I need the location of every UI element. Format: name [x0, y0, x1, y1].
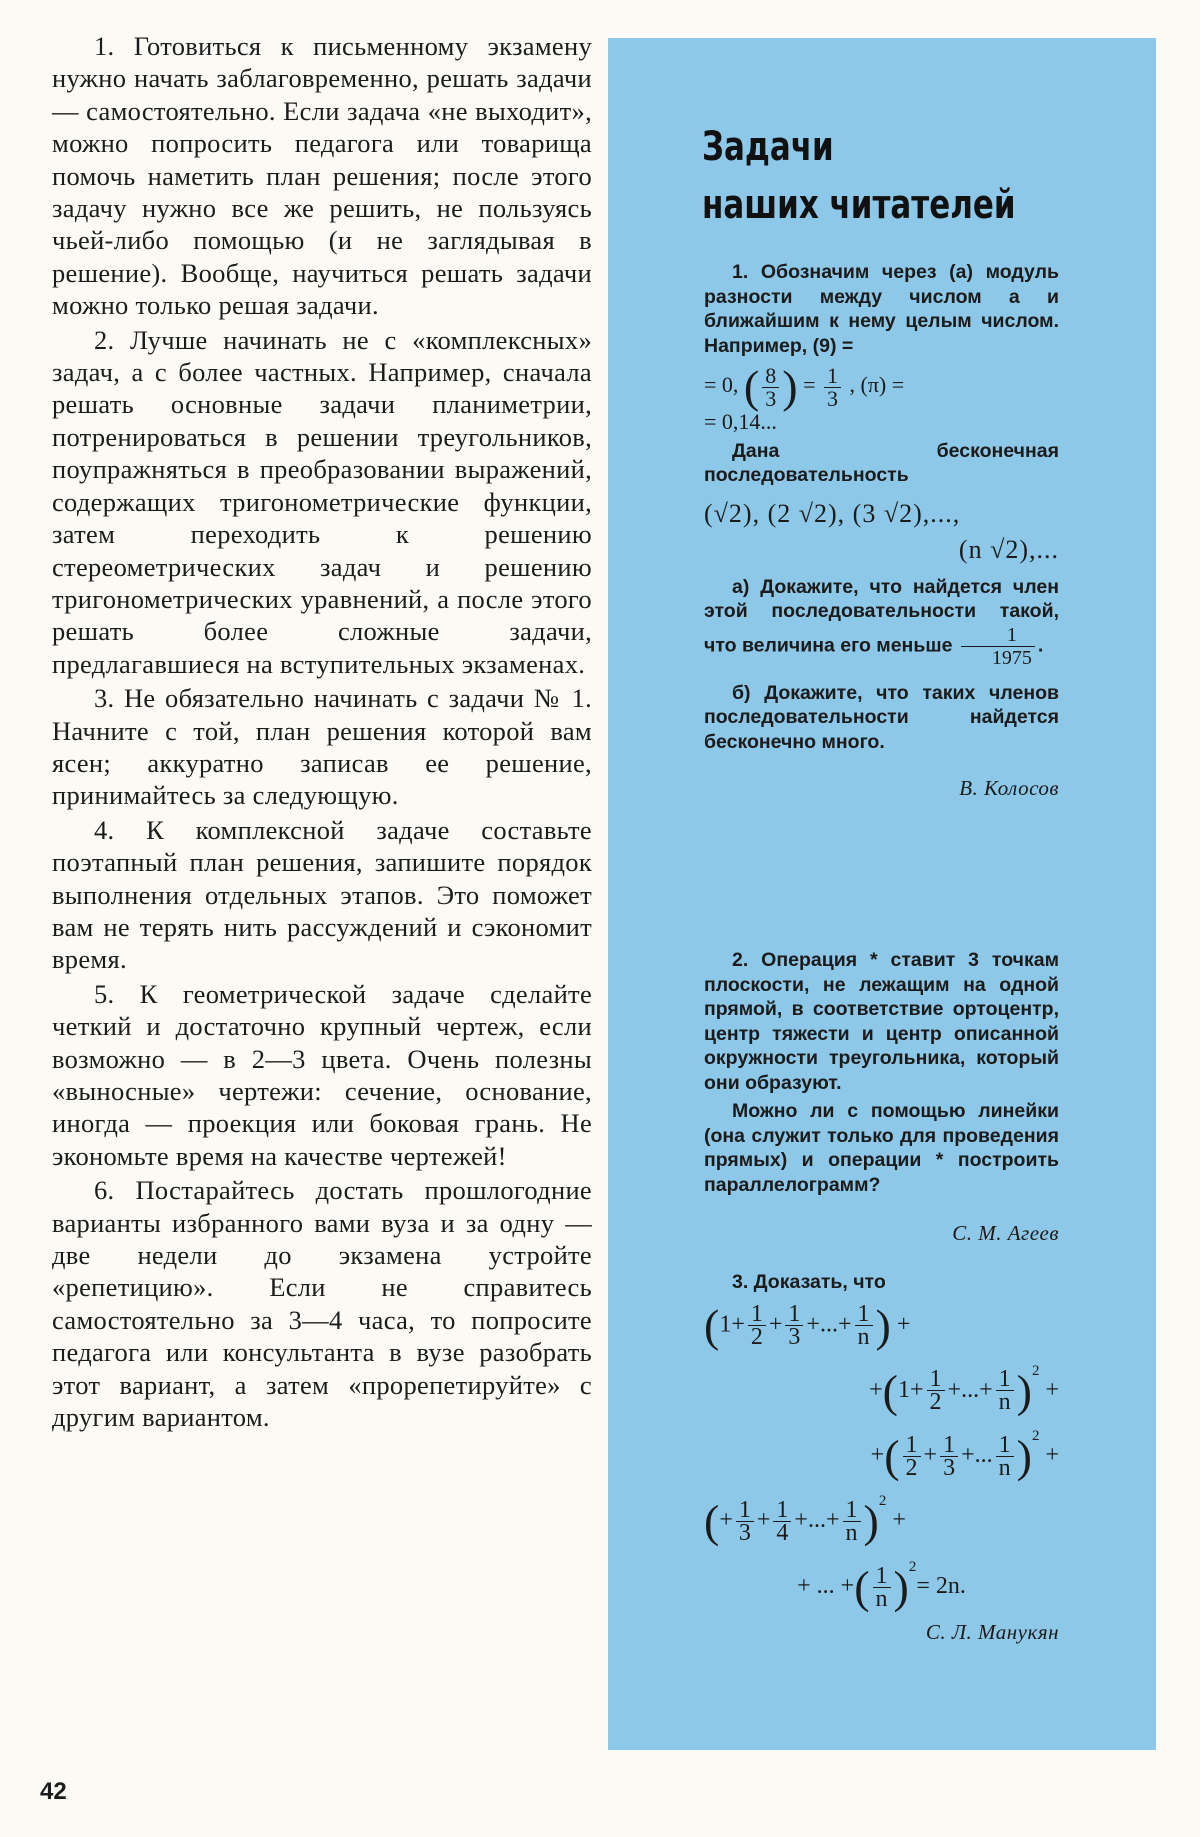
advice-paragraph-6: 6. Постарайтесь достать прошлогодние варианты избранного вами вуза и за одну — две недели до экзамена устройте «репетицию». Если не справитесь самостоятельно за 3—4 часа, то попросите педагога или консультанта в вузе разобрать этот вариант, а затем «прорепетируйте» с другим вариантом.: [52, 1175, 592, 1433]
example-pi-value: = 0,14...: [704, 409, 777, 434]
sequence-line-2: (n √2),...: [958, 535, 1059, 564]
problem-1-example: [704, 361, 1059, 412]
advice-paragraph-5: 5. К геометрической задаче сделайте четкий и достаточно крупный чертеж, если возможно — в 2—3 цвета. Очень полезны «выносные» чертежи: сечение, основание, иногда — проекция или боковая грань. Не экономьте время на качестве чертежей!: [52, 978, 592, 1171]
fraction-1-3: $\frac{1}{3}$: [824, 365, 841, 410]
sidebar-title: [702, 118, 1029, 234]
advice-paragraph-4: 4. К комплексной задаче составьте поэтапный план решения, запишите порядок выполнения отдельных этапов. Это поможет вам не терять нить рассуждений и сэкономит время.: [52, 814, 592, 975]
exam-advice-column: [52, 30, 592, 1435]
sum-line-4: (+ $\frac{1}{3}$ + $\frac{1}{4}$ +...+ $\frac{1}{n}$ )$^2$ +: [704, 1493, 906, 1547]
sidebar-title-line-1: Задачи: [702, 124, 834, 170]
problem-3: [704, 1270, 1059, 1645]
problem-1-author: В. Колосов: [959, 776, 1059, 800]
sum-result: = 2n.: [916, 1572, 966, 1599]
paren-close: ): [782, 361, 798, 412]
page-number: 42: [40, 1778, 67, 1805]
problem-3-author: С. Л. Манукян: [925, 1620, 1059, 1645]
sum-line-5: + ... +( $\frac{1}{n}$ )$^2$= 2n.: [797, 1558, 966, 1613]
fraction-1-1975: $\frac{1}{1975}$: [961, 624, 1035, 669]
example-eq-start: = 0,: [704, 372, 739, 398]
paren-open: (: [743, 361, 760, 412]
example-pi: , (π) =: [849, 372, 905, 398]
problem-2: [704, 948, 1059, 1246]
problem-2-text-2: Можно ли с помощью линейки (она служит только для проведения прямых) и операции * построить параллелограмм?: [704, 1100, 1059, 1196]
sum-line-1: (1+ $\frac{1}{2}$ + $\frac{1}{3}$ +...+ $\frac{1}{n}$ ) +: [704, 1299, 911, 1351]
part-a-end: .: [1037, 634, 1044, 657]
part-b: б) Докажите, что таких членов последовательности найдется бесконечно много.: [704, 681, 1059, 753]
problem-2-text-1: 2. Операция * ставит 3 точкам плоскости, не лежащим на одной прямой, в соответствие ортоцентр, центр тяжести и центр описанной окружности треугольника, который они образуют.: [704, 949, 1059, 1094]
part-a-text: а) Докажите, что найдется член этой последовательности такой, что величина его меньше: [704, 575, 1059, 657]
advice-paragraph-2: 2. Лучше начинать не с «комплексных» задач, а с более частных. Например, сначала решать основные задачи планиметрии, потренироваться в решении треугольников, поупражняться в преобразовании выражений, содержащих тригонометрические функции, затем переходить к решению стереометрических задач и решению тригонометрических уравнений, а после этого решать более сложные задачи, предлагавшиеся на вступительных экзаменах.: [52, 324, 592, 679]
part-a: [704, 575, 1059, 669]
sum-line-2: +(1+ $\frac{1}{2}$ +...+ $\frac{1}{n}$ )$^2$ +: [869, 1362, 1059, 1416]
problem-2-author: С. М. Агеев: [952, 1221, 1059, 1245]
example-eq-mid: =: [803, 372, 816, 398]
problem-3-intro: 3. Доказать, что: [732, 1271, 886, 1293]
readers-problems-sidebar: [608, 38, 1156, 1750]
advice-paragraph-1: 1. Готовиться к письменному экзамену нужно начать заблаговременно, решать задачи — самостоятельно. Если задача «не выходит», можно попросить педагога или товарища помочь наметить план решения; после этого задачу нужно все же решить, не пользуясь чьей-либо помощью (и не заглядывая в решение). Вообще, научиться решать задачи можно только решая задачи.: [52, 31, 592, 321]
fraction-8-3: $\frac{8}{3}$: [762, 365, 779, 410]
advice-paragraph-3: 3. Не обязательно начинать с задачи № 1. Начните с той, план решения которой вам ясен; аккуратно записав ее решение, принимайтесь за следующую.: [52, 683, 592, 811]
sequence-line-1: (√2), (2 √2), (3 √2),...,: [704, 498, 961, 528]
sum-line-3: +( $\frac{1}{2}$ + $\frac{1}{3}$ +... $\frac{1}{n}$ )$^2$ +: [870, 1427, 1059, 1482]
sidebar-title-line-2: наших читателей: [702, 182, 1016, 228]
problem-1-intro: 1. Обозначим через (a) модуль разности между числом a и ближайшим к нему целым числом. Например, (9) =: [704, 261, 1059, 357]
sequence-intro: Дана бесконечная последовательность: [704, 439, 1059, 486]
problem-1: [704, 260, 1059, 801]
